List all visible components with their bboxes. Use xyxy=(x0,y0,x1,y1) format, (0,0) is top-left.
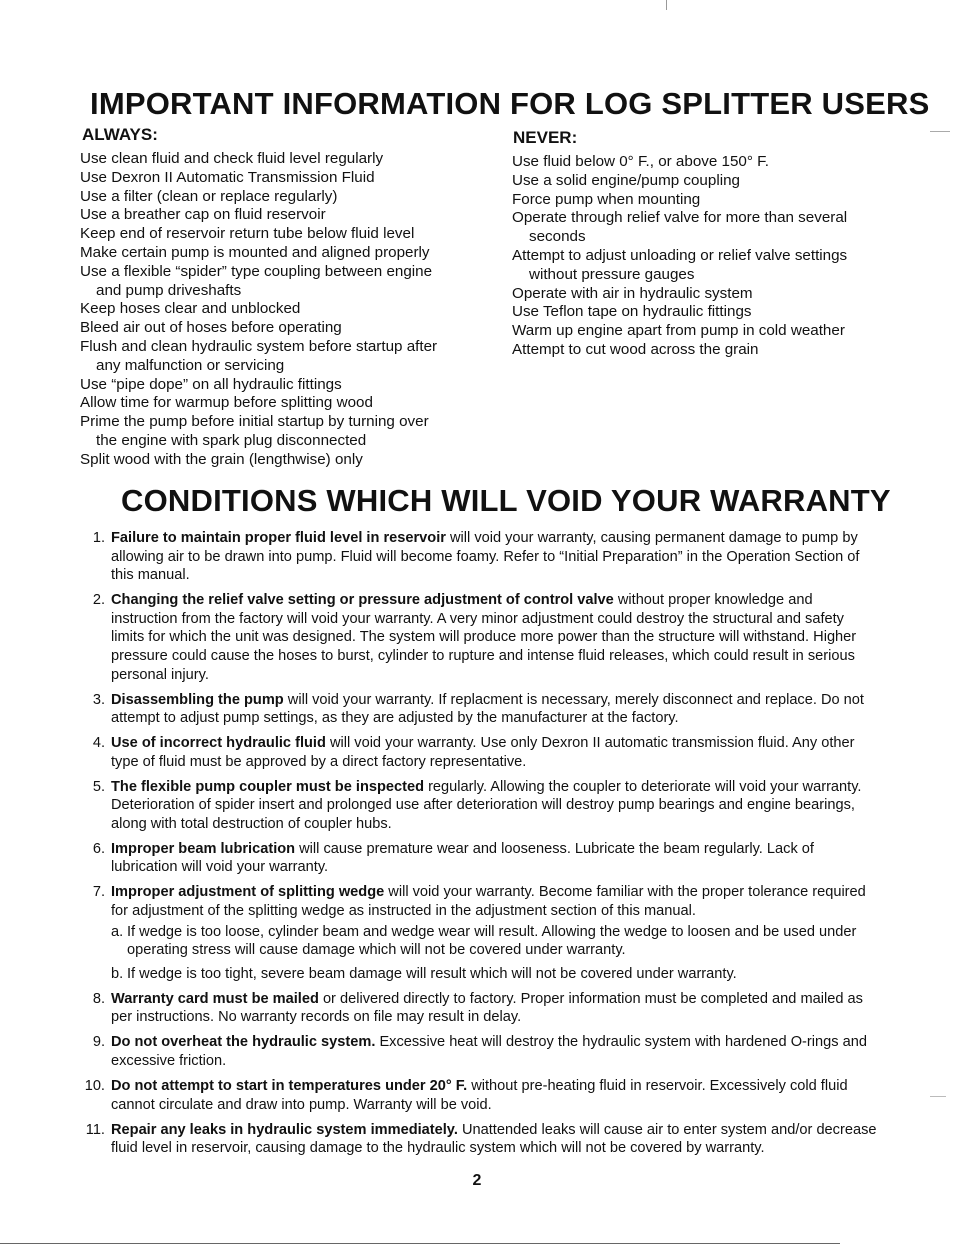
always-line: Bleed air out of hoses before operating xyxy=(80,319,342,337)
warranty-heading: CONDITIONS WHICH WILL VOID YOUR WARRANTY xyxy=(121,483,891,518)
always-line: the engine with spark plug disconnected xyxy=(96,431,367,449)
condition-subitem xyxy=(111,965,880,984)
never-line: Operate through relief valve for more than several xyxy=(512,209,848,227)
condition-number: 10. xyxy=(84,1077,105,1094)
warranty-condition xyxy=(78,840,880,877)
condition-number: 9. xyxy=(92,1034,105,1051)
scan-mark xyxy=(930,131,950,132)
condition-body xyxy=(111,1034,867,1069)
subitem-text: If wedge is too loose, cylinder beam and wedge wear will result. Allowing the wedge to loosen and be used under operating stress will cause damage which will not be covered under warranty. xyxy=(127,923,857,959)
bottom-rule xyxy=(0,1243,840,1244)
always-line: Use clean fluid and check fluid level regularly xyxy=(80,150,384,167)
condition-body xyxy=(111,735,854,770)
always-line: Use a flexible “spider” type coupling between engine xyxy=(80,262,433,280)
always-line: Use a filter (clean or replace regularly) xyxy=(80,187,338,205)
warranty-condition xyxy=(78,529,880,585)
condition-body xyxy=(111,1078,848,1113)
condition-subitem xyxy=(111,923,880,960)
condition-lead: Do not attempt to start in temperatures under 20° F. xyxy=(111,1077,468,1094)
never-line: Warm up engine apart from pump in cold weather xyxy=(512,322,845,340)
warranty-condition xyxy=(78,591,880,684)
condition-lead: Improper beam lubrication xyxy=(111,840,296,857)
never-line: Attempt to cut wood across the grain xyxy=(512,340,759,358)
always-line: Flush and clean hydraulic system before startup after xyxy=(80,337,438,355)
warranty-condition xyxy=(78,778,880,834)
always-line: and pump driveshafts xyxy=(96,281,242,299)
condition-number: 6. xyxy=(92,840,105,857)
condition-lead: Improper adjustment of splitting wedge xyxy=(111,884,385,901)
never-line: Use Teflon tape on hydraulic fittings xyxy=(512,303,752,321)
condition-body xyxy=(111,692,864,727)
subitem-letter: a. xyxy=(111,923,124,940)
never-line: Use fluid below 0° F., or above 150° F. xyxy=(512,153,769,170)
condition-number: 4. xyxy=(92,735,105,752)
condition-body xyxy=(111,884,866,919)
condition-text: without proper knowledge and instruction from the factory will void your warranty. A very minor adjustment could destroy the structural and safety limits for which the unit was designed. The system will produce more power than the structure will withstand. Higher pressure could cause the hoses to burst, cylinder to rupture and intense fluid releases, which could result in serious personal injury. xyxy=(111,592,857,683)
warranty-condition xyxy=(78,1077,880,1114)
always-line: Use “pipe dope” on all hydraulic fittings xyxy=(80,375,342,393)
warranty-condition xyxy=(78,990,880,1027)
never-list xyxy=(512,153,847,360)
condition-text: will void your warranty. Become familiar with the proper tolerance required for adjustment of the splitting wedge as instructed in the adjustment section of this manual. xyxy=(111,884,866,920)
subitem-letter: b. xyxy=(111,965,124,982)
never-heading: NEVER: xyxy=(513,128,578,147)
condition-number: 5. xyxy=(92,778,105,795)
never-line: Attempt to adjust unloading or relief valve settings xyxy=(512,246,848,264)
condition-lead: Disassembling the pump xyxy=(111,691,284,708)
scan-mark xyxy=(930,1096,946,1097)
condition-text: without pre-heating fluid in reservoir. Excessively cold fluid cannot circulate and draw into pump. Warranty will be void. xyxy=(111,1077,848,1113)
condition-lead: Warranty card must be mailed xyxy=(111,990,319,1007)
condition-lead: Repair any leaks in hydraulic system immediately. xyxy=(111,1121,458,1138)
condition-body xyxy=(111,779,862,832)
never-line: Operate with air in hydraulic system xyxy=(512,284,753,302)
subitem-text: If wedge is too tight, severe beam damage will result which will not be covered under warranty. xyxy=(127,965,737,982)
warranty-condition xyxy=(78,1033,880,1070)
always-line: Keep end of reservoir return tube below fluid level xyxy=(80,225,415,243)
condition-body xyxy=(111,592,856,682)
always-line: Prime the pump before initial startup by turning over xyxy=(80,413,429,431)
condition-text: will void your warranty. Use only Dexron II automatic transmission fluid. Any other type of fluid must be approved by a direct factory representative. xyxy=(111,735,855,770)
condition-text: Unattended leaks will cause air to enter system and/or decrease fluid level in reservoir, causing damage to the hydraulic system which will not be covered by warranty. xyxy=(111,1121,877,1157)
never-line: seconds xyxy=(529,228,586,246)
always-line: Make certain pump is mounted and aligned properly xyxy=(80,243,430,261)
warranty-condition xyxy=(78,691,880,728)
scan-mark xyxy=(666,0,667,10)
always-line: Split wood with the grain (lengthwise) only xyxy=(80,450,363,468)
never-line: Use a solid engine/pump coupling xyxy=(512,171,740,189)
page-title: IMPORTANT INFORMATION FOR LOG SPLITTER USERS xyxy=(90,86,930,121)
condition-lead: Use of incorrect hydraulic fluid xyxy=(111,735,326,752)
condition-body xyxy=(111,1122,876,1157)
condition-text: or delivered directly to factory. Proper information must be completed and mailed as per instructions. No warranty records on file may result in delay. xyxy=(111,990,863,1026)
always-line: Allow time for warmup before splitting wood xyxy=(80,394,373,412)
condition-body xyxy=(111,991,863,1026)
condition-text: Excessive heat will destroy the hydraulic system with hardened O-rings and excessive friction. xyxy=(111,1034,867,1069)
warranty-conditions-list xyxy=(78,529,880,1164)
condition-lead: The flexible pump coupler must be inspected xyxy=(111,778,425,795)
condition-lead: Do not overheat the hydraulic system. xyxy=(111,1034,376,1051)
condition-text: regularly. Allowing the coupler to deteriorate will void your warranty. Deterioration of spider insert and prolonged use after deterioration will destroy pump bearings and engine bearings, along with total destruction of coupler hubs. xyxy=(111,778,862,832)
condition-lead: Failure to maintain proper fluid level in reservoir xyxy=(111,530,446,546)
warranty-condition xyxy=(78,883,880,983)
warranty-condition xyxy=(78,1121,880,1158)
condition-text: will cause premature wear and looseness. Lubricate the beam regularly. Lack of lubrication will void your warranty. xyxy=(111,840,814,876)
condition-text: will void your warranty, causing permanent damage to pump by allowing air to be drawn into pump. Fluid will become foamy. Refer to “Initial Preparation” in the Operation Section of this manual. xyxy=(111,530,860,584)
condition-text: will void your warranty. If replacment is necessary, merely disconnect and replace. Do not attempt to adjust pump settings, as they are adjusted by the manufacturer at the factory. xyxy=(111,691,864,727)
condition-number: 8. xyxy=(92,990,105,1007)
always-line: Keep hoses clear and unblocked xyxy=(80,300,301,318)
condition-number: 7. xyxy=(92,884,105,901)
always-heading: ALWAYS: xyxy=(82,125,158,144)
never-line: without pressure gauges xyxy=(529,265,695,283)
always-list xyxy=(80,150,437,470)
page-number: 2 xyxy=(472,1172,482,1189)
condition-body xyxy=(111,530,859,583)
condition-number: 3. xyxy=(92,691,105,708)
condition-body xyxy=(111,841,814,876)
always-line: Use a breather cap on fluid reservoir xyxy=(80,206,326,224)
never-line: Force pump when mounting xyxy=(512,190,701,208)
condition-subitems xyxy=(111,923,880,984)
warranty-condition xyxy=(78,734,880,771)
always-line: Use Dexron II Automatic Transmission Fluid xyxy=(80,168,375,186)
condition-number: 1. xyxy=(92,530,105,546)
always-line: any malfunction or servicing xyxy=(96,356,285,374)
condition-number: 11. xyxy=(85,1121,105,1138)
condition-lead: Changing the relief valve setting or pressure adjustment of control valve xyxy=(111,592,614,609)
condition-number: 2. xyxy=(92,592,105,609)
